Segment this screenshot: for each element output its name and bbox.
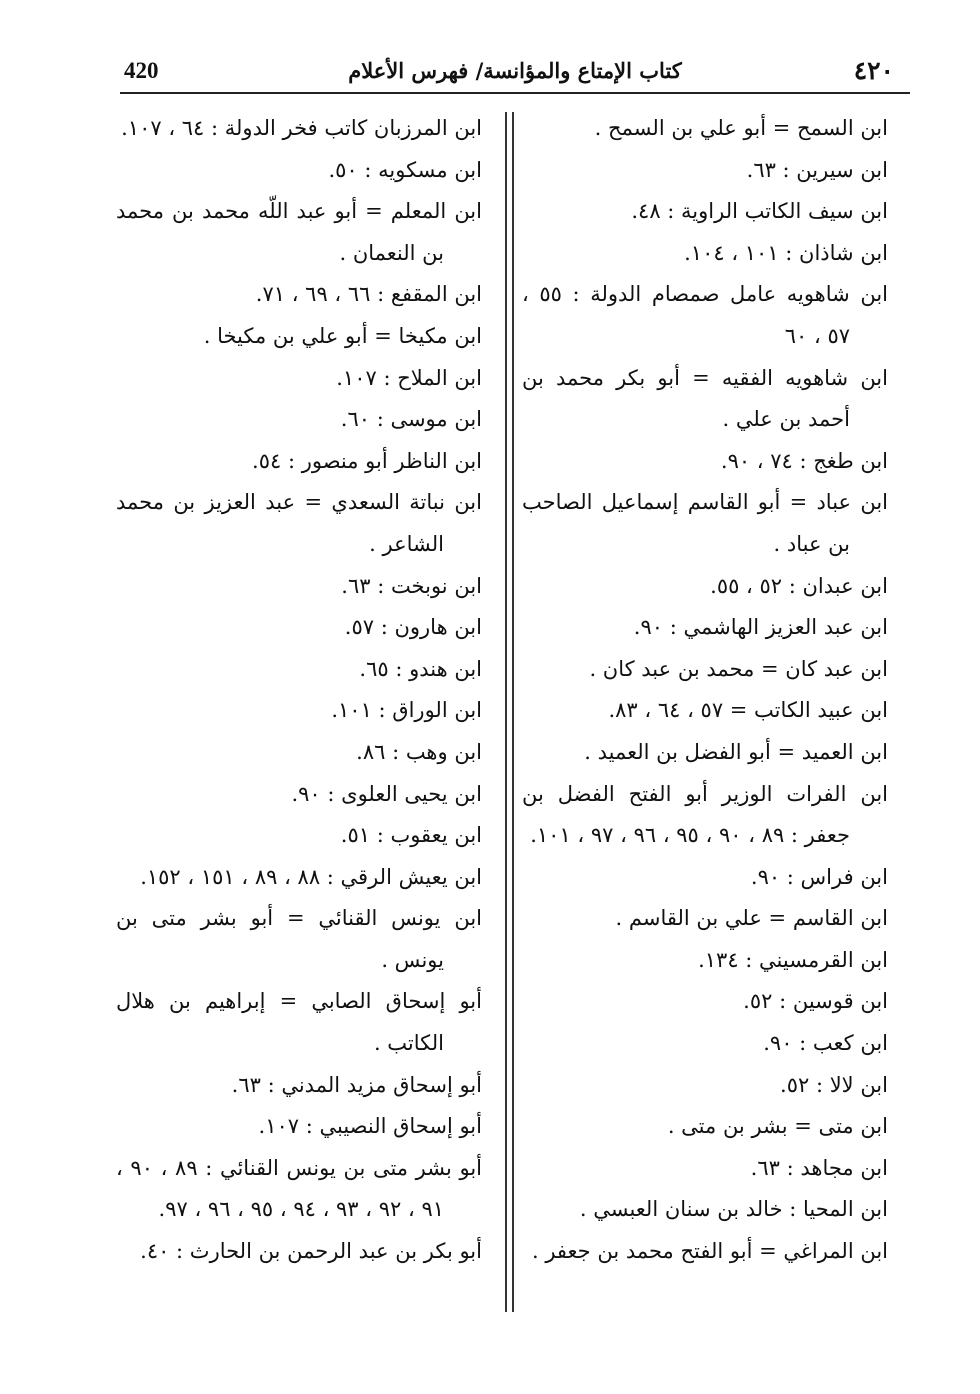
index-entry: أبو بشر متى بن يونس القنائي : ٨٩ ، ٩٠ ، ٩١ ، ٩٢ ، ٩٣ ، ٩٤ ، ٩٥ ، ٩٦ ، ٩٧. xyxy=(116,1155,483,1222)
index-entry: ابن يعقوب : ٥١. xyxy=(340,823,482,848)
index-entry: ابن عباد = أبو القاسم إسماعيل الصاحب بن عباد . xyxy=(522,490,888,556)
index-entry: أبو إسحاق الصابي = إبراهيم بن هلال الكاتب . xyxy=(116,989,482,1056)
index-entry: ابن مجاهد : ٦٣. xyxy=(750,1155,888,1180)
index-entry: ابن هندو : ٦٥. xyxy=(359,656,482,681)
right-index-column xyxy=(522,108,888,1273)
index-entry: ابن المقفع : ٦٦ ، ٦٩ ، ٧١. xyxy=(255,282,482,307)
index-entry: ابن متى = بشر بن متى . xyxy=(667,1114,888,1139)
page-header xyxy=(120,52,910,94)
column-divider xyxy=(512,112,514,1312)
index-entry: أبو بكر بن عبد الرحمن بن الحارث : ٤٠. xyxy=(140,1239,482,1264)
index-entry: أبو إسحاق النصيبي : ١٠٧. xyxy=(258,1114,482,1139)
index-entry: ابن يونس القنائي = أبو بشر متى بن يونس . xyxy=(116,906,482,972)
index-entry: ابن القاسم = علي بن القاسم . xyxy=(615,906,888,931)
index-entry: ابن عبد كان = محمد بن عبد كان . xyxy=(589,656,888,681)
index-entry: ابن لالا : ٥٢. xyxy=(780,1072,888,1097)
index-entry: ابن نباتة السعدي = عبد العزيز بن محمد الشاعر . xyxy=(116,490,482,556)
index-entry: ابن المرزبان كاتب فخر الدولة : ٦٤ ، ١٠٧. xyxy=(121,116,482,140)
index-entry: أبو إسحاق مزيد المدني : ٦٣. xyxy=(231,1072,482,1097)
index-entry: ابن شاهويه عامل صمصام الدولة : ٥٥ ، ٥٧ ، ٦٠ xyxy=(522,282,888,348)
index-entry: ابن الناظر أبو منصور : ٥٤. xyxy=(252,448,482,473)
index-entry: ابن عبدان : ٥٢ ، ٥٥. xyxy=(710,573,888,598)
page-number-latin: 420 xyxy=(124,58,159,83)
index-entry: ابن الوراق : ١٠١. xyxy=(331,698,482,723)
index-entry: ابن يعيش الرقي : ٨٨ ، ٨٩ ، ١٥١ ، ١٥٢. xyxy=(140,864,482,889)
index-entry: ابن يحيى العلوى : ٩٠. xyxy=(291,781,482,806)
column-divider xyxy=(505,112,507,1312)
index-entry: ابن مسكويه : ٥٠. xyxy=(328,157,482,182)
index-entry: ابن السمح = أبو علي بن السمح . xyxy=(594,116,888,140)
index-entry: ابن شاهويه الفقيه = أبو بكر محمد بن أحمد بن علي . xyxy=(522,365,888,432)
index-entry: ابن نوبخت : ٦٣. xyxy=(341,573,482,598)
index-entry: ابن الملاح : ١٠٧. xyxy=(336,365,482,390)
index-entry: ابن المعلم = أبو عبد اللّه محمد بن محمد بن النعمان . xyxy=(116,199,482,265)
index-entry: ابن سيف الكاتب الراوية : ٤٨. xyxy=(631,199,888,224)
index-entry: ابن المراغي = أبو الفتح محمد بن جعفر . xyxy=(531,1239,888,1264)
index-entry: ابن سيرين : ٦٣. xyxy=(746,157,888,182)
index-entry: ابن شاذان : ١٠١ ، ١٠٤. xyxy=(684,240,888,265)
index-entry: ابن القرمسيني : ١٣٤. xyxy=(698,947,888,972)
index-entry: ابن وهب : ٨٦. xyxy=(356,739,482,764)
index-entry: ابن الفرات الوزير أبو الفتح الفضل بن جعفر : ٨٩ ، ٩٠ ، ٩٥ ، ٩٦ ، ٩٧ ، ١٠١. xyxy=(522,781,888,848)
index-entry: ابن موسى : ٦٠. xyxy=(340,407,482,432)
left-index-column xyxy=(116,108,482,1273)
index-entry: ابن هارون : ٥٧. xyxy=(344,615,482,640)
index-entry: ابن عبد العزيز الهاشمي : ٩٠. xyxy=(633,615,888,640)
page-number-arabic: ٤٢٠ xyxy=(853,56,894,85)
index-entry: ابن طغج : ٧٤ ، ٩٠. xyxy=(720,448,888,473)
index-entry: ابن فراس : ٩٠. xyxy=(750,864,888,889)
index-entry: ابن مكيخا = أبو علي بن مكيخا . xyxy=(203,323,482,348)
index-entry: ابن المحيا : خالد بن سنان العبسي . xyxy=(579,1197,888,1222)
index-entry: ابن كعب : ٩٠. xyxy=(763,1031,888,1056)
index-entry: ابن العميد = أبو الفضل بن العميد . xyxy=(584,739,888,764)
running-title: كتاب الإمتاع والمؤانسة/ فهرس الأعلام xyxy=(348,58,682,83)
index-entry: ابن قوسين : ٥٢. xyxy=(743,989,888,1014)
index-entry: ابن عبيد الكاتب = ٥٧ ، ٦٤ ، ٨٣. xyxy=(608,698,888,723)
